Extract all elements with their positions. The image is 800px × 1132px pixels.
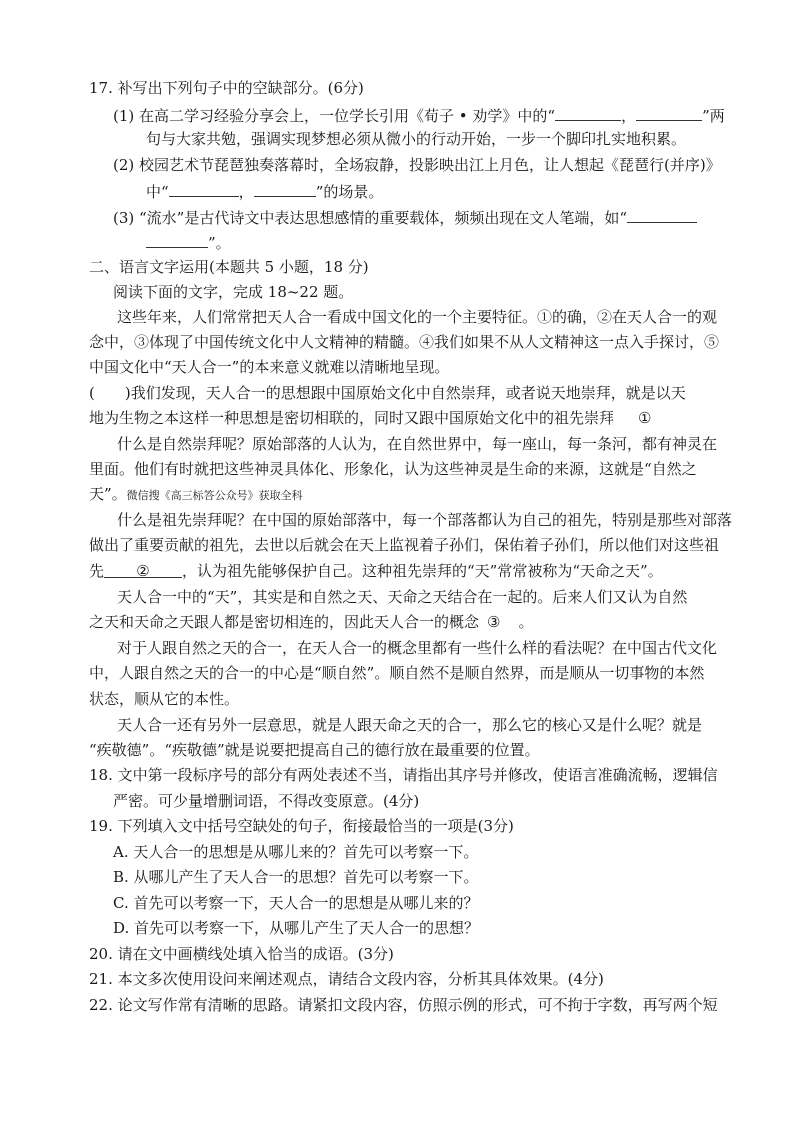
passage-p1-line3: 中国文化中“天人合一”的本来意义就难以清晰地呈现。: [89, 358, 450, 376]
q19-option-b[interactable]: B. 从哪儿产生了天人合一的思想？首先可以考察一下。: [113, 868, 479, 886]
q17-item3-text: (3) “流水”是古代诗文中表达思想感情的重要载体，频频出现在文人笔端，如“: [113, 209, 628, 227]
passage-p5-text: 之天和天命之天跟人都是密切相连的，因此天人合一的概念: [89, 613, 480, 631]
passage-p4-text-b: ，认为祖先能够保护自己。这种祖先崇拜的“天”常常被称为“天命之天”。: [182, 562, 663, 580]
q17-item3-line2: [146, 231, 231, 253]
passage-p4-text-a: 先: [89, 562, 105, 580]
q18-line2: 严密。可少量增删词语，不得改变原意。(4分): [113, 792, 420, 810]
q17-item1-blank-2[interactable]: [636, 104, 702, 121]
passage-p3-line2: 里面。他们有时就把这些神灵具体化、形象化，认为这些神灵是生命的来源，这就是“自然之: [89, 460, 697, 478]
q17-item3-line1: [113, 206, 697, 228]
q19-stem: 19. 下列填入文中括号空缺处的句子，衔接最恰当的一项是(3分): [89, 817, 514, 835]
q17-item2-comma: ，: [238, 183, 254, 201]
section2-heading: 二、语言文字运用(本题共 5 小题，18 分): [89, 258, 369, 276]
passage-p3-line3: [89, 484, 303, 506]
q17-item2-text-a: 中“: [146, 183, 169, 201]
q17-item2-line2: [146, 180, 383, 202]
q17-item2-blank-1[interactable]: [169, 180, 239, 197]
passage-p1-line1: 这些年来，人们常常把天人合一看成中国文化的一个主要特征。①的确，②在天人合一的观: [117, 308, 718, 326]
q17-item1-line1: [113, 104, 725, 126]
blank-marker-1: ①: [638, 409, 652, 427]
q17-item3-blank-1[interactable]: [627, 206, 697, 223]
passage-p2-line2: [89, 408, 651, 428]
passage-p6-line3: 状态，顺从它的本性。: [89, 690, 240, 708]
passage-p7-line1: 天人合一还有另外一层意思，就是人跟天命之天的合一，那么它的核心又是什么呢？就是: [117, 716, 703, 734]
q17-item1-line2: 句与大家共勉，强调实现梦想必须从微小的行动开始，一步一个脚印扎实地积累。: [146, 130, 687, 148]
blank-marker-3: ③: [487, 613, 501, 631]
blank-2[interactable]: [104, 561, 182, 578]
passage-p3-text: 天”。: [89, 485, 127, 503]
passage-p2-line1: ( )我们发现，天人合一的思想跟中国原始文化中自然崇拜，或者说天地崇拜，就是以天: [89, 384, 686, 402]
passage-p2-text: 地为生物之本这样一种思想是密切相联的，同时又跟中国原始文化中的祖先崇拜: [89, 409, 615, 427]
q17-item2-blank-2[interactable]: [254, 180, 316, 197]
q19-option-d[interactable]: D. 首先可以考察一下，从哪儿产生了天人合一的思想？: [113, 919, 480, 937]
q22-stem: 22. 论文写作常有清晰的思路。请紧扣文段内容，仿照示例的形式，可不拘于字数，再写两个短: [89, 996, 718, 1014]
passage-p5-line1: 天人合一中的“天”，其实是和自然之天、天命之天结合在一起的。后来人们又认为自然: [117, 588, 688, 606]
passage-p4-line3: [89, 561, 663, 581]
blank-marker-2: ②: [136, 562, 150, 580]
q17-item3-end: ”。: [208, 234, 231, 252]
passage-p3-line1: 什么是自然崇拜呢？原始部落的人认为，在自然世界中，每一座山，每一条河，都有神灵在: [117, 435, 718, 453]
passage-p7-line2: “疾敬德”。“疾敬德”就是说要把提高自己的德行放在最重要的位置。: [89, 741, 540, 759]
q17-item1-text-a: (1) 在高二学习经验分享会上，一位学长引用《荀子 • 劝学》中的“: [113, 107, 556, 125]
passage-p6-line1: 对于人跟自然之天的合一，在天人合一的概念里都有一些什么样的看法呢？在中国古代文化: [117, 639, 718, 657]
q17-item3-blank-2[interactable]: [146, 231, 208, 248]
passage-p1-line2: 念中，③体现了中国传统文化中人文精神的精髓。④我们如果不从人文精神这一点入手探讨，⑤: [89, 333, 720, 351]
passage-p5-line2: [89, 612, 533, 632]
watermark-text: 微信搜《高三标答公众号》获取全科: [126, 489, 303, 502]
q19-option-c[interactable]: C. 首先可以考察一下，天人合一的思想是从哪儿来的？: [113, 894, 479, 912]
q17-item2-text-b: ”的场景。: [315, 183, 384, 201]
passage-p4-line2: 做出了重要贡献的祖先，去世以后就会在天上监视着子孙们，保佑着子孙们，所以他们对这些祖: [89, 536, 720, 554]
q18-line1: 18. 文中第一段标序号的部分有两处表述不当，请指出其序号并修改，使语言准确流畅，逻辑信: [89, 766, 718, 784]
section2-instruction: 阅读下面的文字，完成 18~22 题。: [113, 283, 354, 301]
q19-option-a[interactable]: A. 天人合一的思想是从哪儿来的？首先可以考察一下。: [113, 843, 479, 861]
passage-p5-end: 。: [518, 613, 534, 631]
passage-p6-line2: 中，人跟自然之天的合一的中心是“顺自然”。顺自然不是顺自然界，而是顺从一切事物的本然: [89, 664, 705, 682]
passage-p4-line1: 什么是祖先崇拜呢？在中国的原始部落中，每一个部落都认为自己的祖先，特别是那些对部落: [117, 511, 733, 529]
q20-stem: 20. 请在文中画横线处填入恰当的成语。(3分): [89, 945, 394, 963]
q17-item1-comma: ，: [621, 107, 637, 125]
q17-item1-blank-1[interactable]: [555, 104, 621, 121]
q17-item2-line1: (2) 校园艺术节琵琶独奏落幕时，全场寂静，投影映出江上月色，让人想起《琵琶行(并序)》: [113, 156, 721, 174]
q17-stem: 17. 补写出下列句子中的空缺部分。(6分): [89, 79, 364, 97]
q17-item1-text-b: ”两: [702, 107, 725, 125]
q21-stem: 21. 本文多次使用设问来阐述观点，请结合文段内容，分析其具体效果。(4分): [89, 970, 604, 988]
